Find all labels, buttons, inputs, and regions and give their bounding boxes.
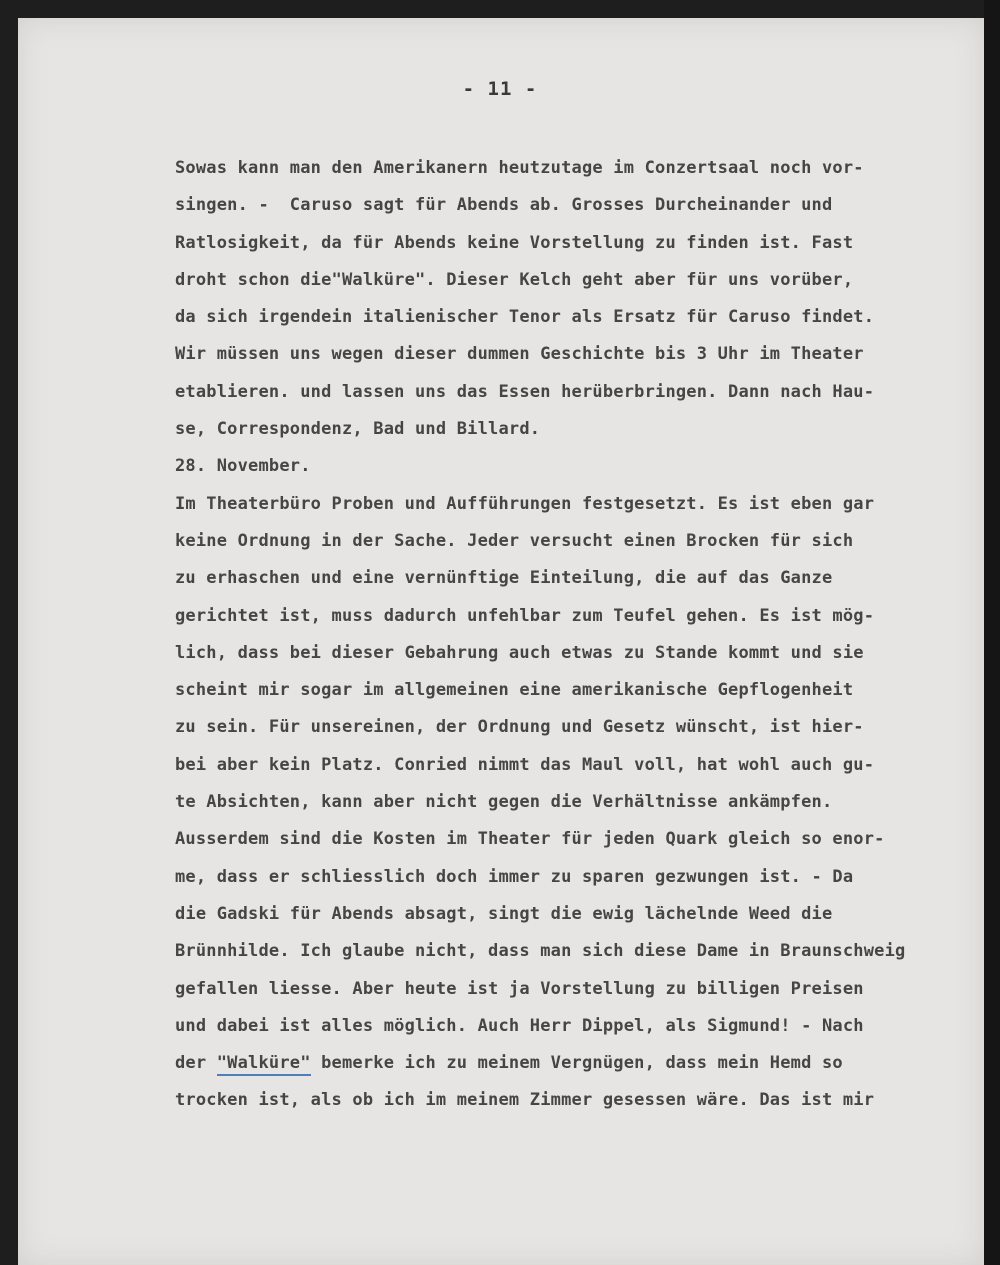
underlined-title: "Walküre" (217, 1053, 311, 1076)
text-line: te Absichten, kann aber nicht gegen die Verhältnisse ankämpfen. (175, 792, 833, 813)
text-line: gefallen liesse. Aber heute ist ja Vorstellung zu billigen Preisen (175, 978, 864, 999)
text-line: singen. - Caruso sagt für Abends ab. Grosses Durcheinander und (175, 195, 833, 216)
text-line: keine Ordnung in der Sache. Jeder versucht einen Brocken für sich (175, 530, 854, 551)
text-line: die Gadski für Abends absagt, singt die ewig lächelnde Weed die (175, 903, 833, 924)
page-body-text (175, 150, 975, 1120)
text-fragment: bemerke ich zu meinem Vergnügen, dass mein Hemd so (310, 1053, 843, 1074)
date-heading: 28. November. (175, 456, 311, 477)
text-line: Im Theaterbüro Proben und Aufführungen festgesetzt. Es ist eben gar (175, 493, 875, 514)
text-line: Sowas kann man den Amerikanern heutzutage im Conzertsaal noch vor- (175, 158, 864, 178)
text-line: zu erhaschen und eine vernünftige Einteilung, die auf das Ganze (175, 568, 833, 589)
text-line: Ratlosigkeit, da für Abends keine Vorstellung zu finden ist. Fast (175, 232, 854, 253)
page-edge-shadow (984, 0, 1000, 1265)
text-line: etablieren. und lassen uns das Essen herüberbringen. Dann nach Hau- (175, 381, 875, 402)
text-line: Wir müssen uns wegen dieser dummen Geschichte bis 3 Uhr im Theater (175, 344, 864, 365)
text-line: droht schon die"Walküre". Dieser Kelch geht aber für uns vorüber, (175, 269, 854, 290)
text-line: und dabei ist alles möglich. Auch Herr Dippel, als Sigmund! - Nach (175, 1015, 864, 1036)
text-line: zu sein. Für unsereinen, der Ordnung und Gesetz wünscht, ist hier- (175, 717, 864, 738)
text-line: trocken ist, als ob ich im meinem Zimmer gesessen wäre. Das ist mir (175, 1090, 875, 1111)
page-number: - 11 - (462, 78, 538, 100)
text-line: me, dass er schliesslich doch immer zu sparen gezwungen ist. - Da (175, 866, 854, 887)
text-line: da sich irgendein italienischer Tenor als Ersatz für Caruso findet. (175, 307, 875, 328)
text-fragment: der (175, 1053, 217, 1074)
text-line: scheint mir sogar im allgemeinen eine amerikanische Gepflogenheit (175, 680, 854, 701)
text-line: Ausserdem sind die Kosten im Theater für jeden Quark gleich so enor- (175, 829, 885, 850)
text-line: se, Correspondenz, Bad und Billard. (175, 419, 541, 440)
text-line: lich, dass bei dieser Gebahrung auch etwas zu Stande kommt und sie (175, 642, 864, 663)
text-line-with-underline (175, 1045, 975, 1082)
text-line: bei aber kein Platz. Conried nimmt das Maul voll, hat wohl auch gu- (175, 754, 875, 775)
text-line: gerichtet ist, muss dadurch unfehlbar zum Teufel gehen. Es ist mög- (175, 605, 875, 626)
text-line: Brünnhilde. Ich glaube nicht, dass man sich diese Dame in Braunschweig (175, 941, 906, 962)
